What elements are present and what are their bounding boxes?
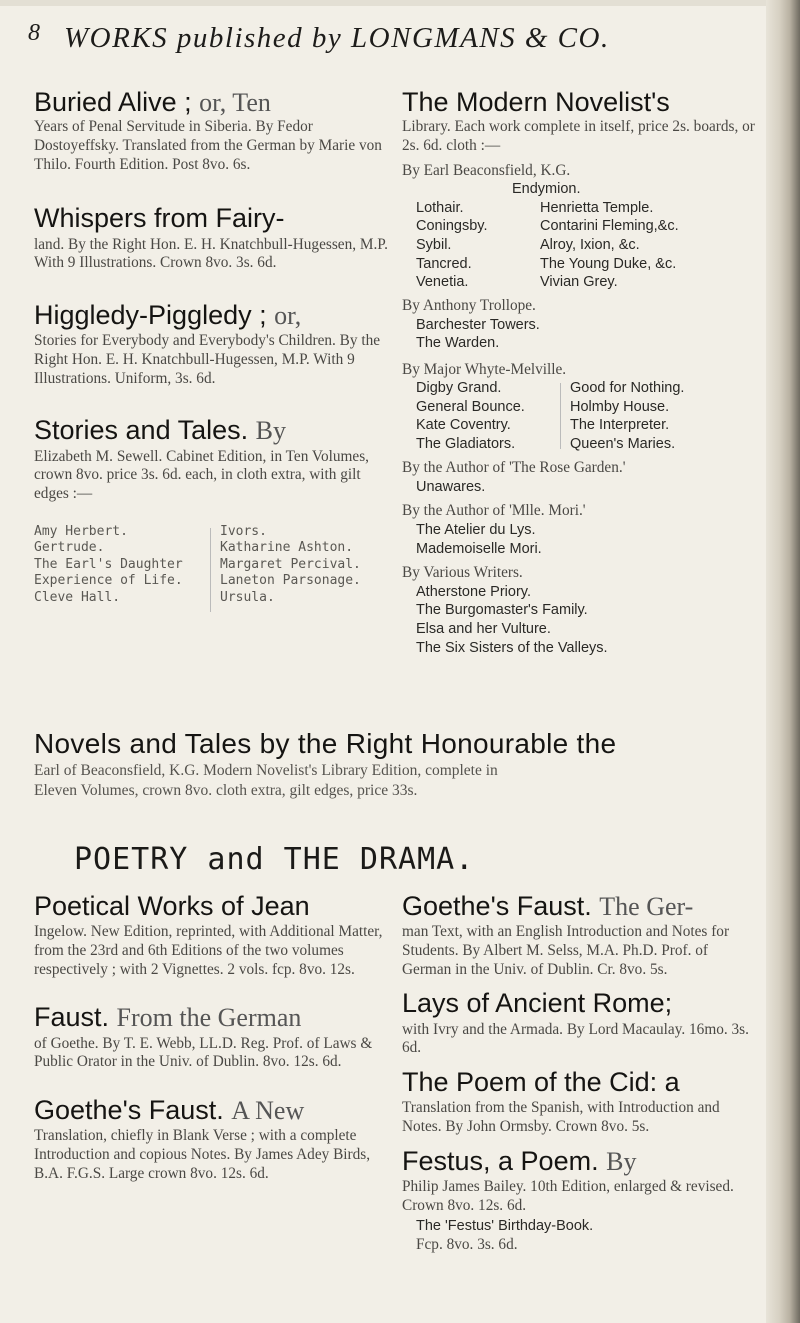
entry-title-continued: or, — [274, 300, 302, 330]
entry-title: Buried Alive ; — [34, 87, 192, 117]
entry-body: land. By the Right Hon. E. H. Knatchbull-Hugessen, M.P. With 9 Illustrations. Crown 8vo. 3s. 6d. — [34, 235, 388, 272]
entry-body: Philip James Bailey. 10th Edition, enlarged & revised. Crown 8vo. 12s. 6d. — [402, 1177, 734, 1214]
beaconsfield-right — [540, 199, 758, 292]
list-item: General Bounce. — [416, 398, 525, 415]
entry-higgledy — [34, 301, 390, 388]
entry-title: The Poem of the Cid: a — [402, 1066, 680, 1097]
page-number: 8 — [28, 20, 40, 46]
poetry-left-column — [34, 892, 390, 1183]
author-byline: By Various Writers. — [402, 564, 523, 582]
wide-entry-body-line2: Eleven Volumes, crown 8vo. cloth extra, gilt edges, price 33s. — [34, 782, 418, 799]
wide-entry-body-line1: Earl of Beaconsfield, K.G. Modern Novelist's Library Edition, complete in — [34, 762, 498, 779]
entry-title-continued: By — [606, 1146, 637, 1176]
list-item: The Gladiators. — [416, 435, 516, 452]
list-item: Henrietta Temple. — [540, 199, 654, 216]
list-item: Tancred. — [416, 255, 472, 272]
entry-faust-selss — [402, 892, 758, 979]
entry-extra-price: Fcp. 8vo. 3s. 6d. — [416, 1235, 518, 1253]
entry-body: of Goethe. By T. E. Webb, LL.D. Reg. Prof. of Laws & Public Orator in the Univ. of Dublin. 8vo. 12s. 6d. — [34, 1034, 373, 1071]
entry-body: man Text, with an English Introduction and Notes for Students. By Albert M. Selss, M.A. Ph.D. Prof. of German in the Univ. of Dublin. Cr. 8vo. 5s. — [402, 923, 730, 978]
melville-right — [570, 379, 758, 453]
entry-faust-birds — [34, 1096, 390, 1183]
list-item: Amy Herbert. — [34, 523, 128, 539]
entry-body: Translation, chiefly in Blank Verse ; with a complete Introduction and copious Notes. By James Adey Birds, B.A. F.G.S. Large crown 8vo. 12s. 6d. — [34, 1127, 371, 1182]
trollope-titles — [402, 316, 758, 353]
entry-stories-and-tales — [34, 416, 390, 503]
running-title: WORKS published by LONGMANS & CO. — [64, 22, 610, 54]
list-item: Queen's Maries. — [570, 435, 676, 452]
entry-buried-alive — [34, 88, 390, 174]
various-titles — [402, 583, 758, 657]
entry-title: Lays of Ancient Rome; — [402, 988, 673, 1019]
list-item: The Atelier du Lys. — [416, 522, 536, 539]
wide-entry-title: Novels and Tales by the Right Honourable the — [34, 728, 617, 759]
list-item: Venetia. — [416, 274, 469, 291]
right-column — [402, 88, 758, 657]
list-item: Laneton Parsonage. — [220, 573, 361, 589]
entry-title: Goethe's Faust. — [402, 891, 592, 921]
author-byline: By Anthony Trollope. — [402, 296, 536, 314]
list-item: The Burgomaster's Family. — [416, 602, 588, 619]
entry-title-continued: A New — [231, 1095, 305, 1125]
melville-left — [416, 379, 556, 453]
list-item: Elsa and her Vulture. — [416, 620, 551, 637]
entry-title-continued: By — [255, 416, 286, 446]
entry-title: Whispers from Fairy- — [34, 203, 285, 234]
beaconsfield-titles — [402, 199, 758, 291]
entry-title: Goethe's Faust. — [34, 1094, 224, 1125]
library-intro: Library. Each work complete in itself, price 2s. boards, or 2s. 6d. cloth :— — [402, 118, 755, 154]
featured-title: Endymion. — [512, 181, 581, 198]
entry-whispers — [34, 204, 390, 273]
list-item: Katharine Ashton. — [220, 540, 354, 556]
list-item: Margaret Percival. — [220, 556, 361, 572]
entry-body: Elizabeth M. Sewell. Cabinet Edition, in Ten Volumes, crown 8vo. price 3s. 6d. each, in cloth extra, with gilt edges :— — [34, 447, 369, 502]
beaconsfield-left — [416, 199, 536, 292]
list-item: Good for Nothing. — [570, 380, 685, 397]
entry-body: Stories for Everybody and Everybody's Children. By the Right Hon. E. H. Knatchbull-Hugessen, M.P. With 9 Illustrations. Uniform, 3s. 6d. — [34, 332, 381, 387]
list-item: Alroy, Ixion, &c. — [540, 236, 640, 253]
list-item: Barchester Towers. — [416, 316, 540, 333]
entry-body: Translation from the Spanish, with Introduction and Notes. By John Ormsby. Crown 8vo. 5s. — [402, 1099, 720, 1135]
entry-title-continued: or, Ten — [199, 88, 271, 117]
author-byline: By the Author of 'Mlle. Mori.' — [402, 502, 586, 520]
entry-title-continued: The Ger- — [599, 892, 694, 921]
entry-cid — [402, 1068, 758, 1137]
sewell-titles — [34, 524, 390, 620]
page-edge-shadow — [766, 0, 800, 1323]
list-item: The Warden. — [416, 335, 500, 352]
list-item: Holmby House. — [570, 398, 670, 415]
list-item: Unawares. — [416, 478, 486, 495]
list-item: Digby Grand. — [416, 380, 502, 397]
author-byline: By Earl Beaconsfield, K.G. — [402, 161, 571, 179]
rose-titles — [402, 478, 758, 497]
list-item: Contarini Fleming,&c. — [540, 218, 679, 235]
entry-title: Festus, a Poem. — [402, 1145, 599, 1176]
list-item: The Interpreter. — [570, 417, 670, 434]
melville-titles — [402, 379, 758, 453]
list-item: Coningsby. — [416, 218, 488, 235]
sewell-titles-left — [34, 524, 210, 607]
author-byline: By the Author of 'The Rose Garden.' — [402, 459, 626, 477]
entry-title: Stories and Tales. — [34, 415, 249, 446]
left-column — [34, 88, 390, 620]
entry-ingelow — [34, 892, 390, 979]
list-item: Lothair. — [416, 199, 464, 216]
section-heading: POETRY and THE DRAMA. — [74, 842, 475, 877]
running-head — [28, 18, 748, 58]
author-byline: By Major Whyte-Melville. — [402, 360, 567, 378]
list-item: Vivian Grey. — [540, 274, 618, 291]
entry-title: Faust. — [34, 1002, 110, 1033]
entry-title: Poetical Works of Jean — [34, 891, 310, 921]
mori-titles — [402, 521, 758, 558]
list-item: Cleve Hall. — [34, 590, 121, 606]
list-item: Experience of Life. — [34, 573, 183, 589]
list-item: Atherstone Priory. — [416, 583, 531, 600]
list-item: The Six Sisters of the Valleys. — [416, 639, 608, 656]
entry-festus — [402, 1147, 758, 1255]
page-top-edge — [0, 0, 800, 6]
entry-body: Years of Penal Servitude in Siberia. By Fedor Dostoyeffsky. Translated from the German by Marie von Thilo. Fourth Edition. Post 8vo. 6s. — [34, 118, 382, 173]
entry-body: with Ivry and the Armada. By Lord Macaulay. 16mo. 3s. 6d. — [402, 1020, 749, 1057]
column-divider — [560, 383, 561, 449]
entry-title-continued: From the German — [116, 1003, 302, 1033]
entry-extra-title: The 'Festus' Birthday-Book. — [416, 1218, 594, 1235]
entry-lays — [402, 989, 758, 1058]
entry-title: Higgledy-Piggledy ; — [34, 299, 267, 330]
list-item: Gertrude. — [34, 540, 105, 556]
list-item: The Earl's Daughter — [34, 556, 183, 572]
entry-faust-webb — [34, 1003, 390, 1072]
list-item: Mademoiselle Mori. — [416, 540, 542, 557]
column-divider — [210, 528, 211, 612]
sewell-titles-right — [220, 524, 390, 607]
list-item: Sybil. — [416, 236, 452, 253]
list-item: Ursula. — [220, 590, 275, 606]
library-title: The Modern Novelist's — [402, 87, 670, 117]
poetry-right-column — [402, 892, 758, 1254]
entry-body: Ingelow. New Edition, reprinted, with Additional Matter, from the 23rd and 6th Editions of the two volumes respectively ; with 2 Vignettes. 2 vols. fcp. 8vo. 12s. — [34, 923, 383, 978]
list-item: Kate Coventry. — [416, 417, 511, 434]
list-item: Ivors. — [220, 523, 267, 539]
list-item: The Young Duke, &c. — [540, 255, 677, 272]
